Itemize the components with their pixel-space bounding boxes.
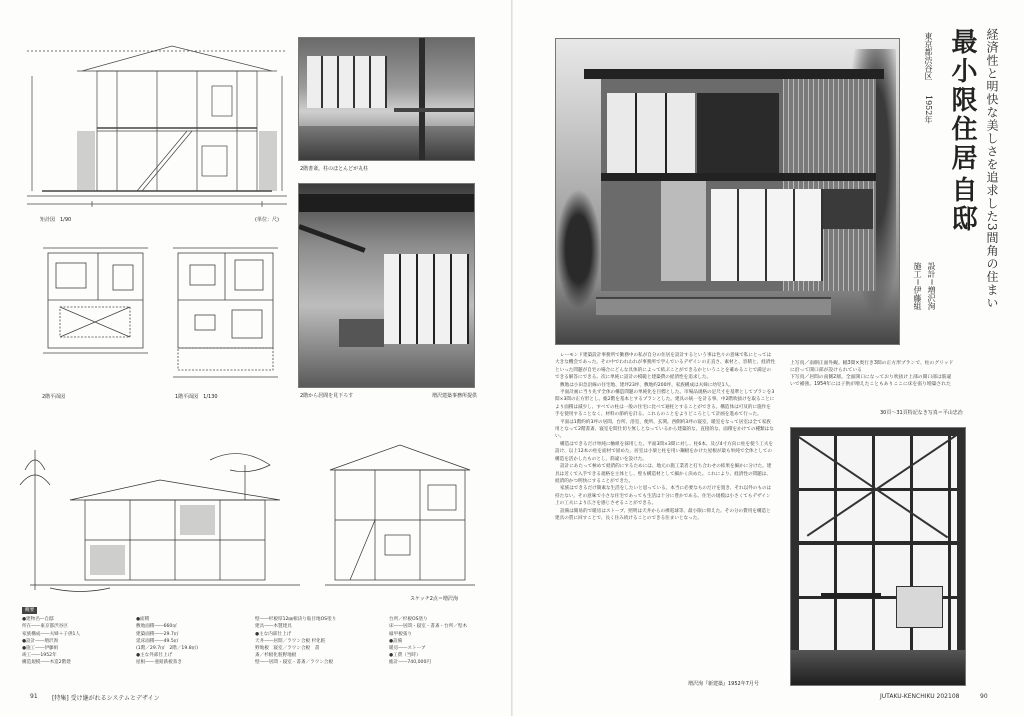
data-row: 斎／杉板化粧野地板 xyxy=(255,653,297,659)
data-row: 暖房――ストーブ xyxy=(389,646,426,652)
article-subtitle: 経済性と明快な美しさを追求した3間角の住まい xyxy=(985,28,999,310)
data-table xyxy=(22,607,492,667)
floor2-plan xyxy=(38,245,153,380)
photo-2f-study-window xyxy=(307,56,387,108)
data-row: ●建物名―自邸 xyxy=(22,617,54,623)
floor1-plan-caption: 1階平面図 1/130 xyxy=(175,394,218,400)
data-row: 家族構成――夫婦＋子供1人 xyxy=(22,631,81,637)
body-paragraph: 敷地は小田急沿線の住宅地、建坪23坪、敷地約200坪。家族構成は夫婦に幼児1人。 xyxy=(560,382,734,388)
data-row: 竣工――1952年 xyxy=(22,653,57,659)
data-row: ●面積 xyxy=(136,617,150,623)
interior-window-rail xyxy=(799,541,957,545)
floor2-plan-svg xyxy=(38,245,153,380)
body-paragraph: レーモンド建築設計事務所で勤務中の私が自分の住居を設計するという事は色々の意味で私にとっては大きな機会であった。その中でわれわれが事務所で学んでいるデザインの正直さ、素材と、容積と、経済性といった問題が自宅の場合にどんな具体的によって結ぶことができるかということを確めることで満足のできる解答にできる。次に単純に設計の模範と建築費の経済性を追求した。 xyxy=(555,353,775,381)
tree-silhouette xyxy=(556,189,601,309)
data-row: 野地板 寝室／ラワン合板 書 xyxy=(255,646,320,652)
right-running-head: JUTAKU-KENCHIKU 202108 xyxy=(880,693,960,700)
data-row: 縁甲板張り xyxy=(389,631,412,637)
data-table-col4 xyxy=(389,616,489,666)
data-table-col2 xyxy=(136,616,241,666)
data-row: 台所／杉板OS塗り xyxy=(389,617,428,623)
main-exterior-photo xyxy=(555,38,900,345)
section-drawing-caption: 矩計図 1/90 xyxy=(40,217,72,223)
body-paragraph: 構造はできるだけ単純に軸組を採用した。平面3間×3間に対し、柱6本、及び4寸方向に柱を使う工夫を設け、以上12本の柱を面材で固めた。居室は小梁と柱を用い鋼板をかけた屋根が最も単純で全体としての構造を活かしたものとし、筋違いを設けた。 xyxy=(555,441,774,462)
data-row: 延床面積――49.5㎡ xyxy=(136,638,179,644)
article-body xyxy=(555,352,775,678)
right-page-number: 90 xyxy=(980,693,988,700)
data-row: 構造規模――木造2階建 xyxy=(22,660,71,666)
floor2-plan-caption: 2階平面図 xyxy=(42,394,66,400)
page-gutter xyxy=(511,0,513,716)
photo-stairwell-railing xyxy=(298,224,365,253)
data-row: ●施工――伊藤組 xyxy=(22,646,59,652)
unit-note: (単位：尺) xyxy=(255,217,279,223)
body-paragraph: 設備は簡易的で暖房はストーブ、照明は天井からの裸電球等、最小限に抑えた。その分の費用を構造と建具の質に回すことで、長く住み続けることのできる住まいとなった。 xyxy=(555,508,771,521)
article-title-line2: 自邸 xyxy=(947,176,977,234)
photo-2f-study-floor xyxy=(299,126,474,160)
house-floor-band xyxy=(601,173,876,181)
photo-stairwell-beam xyxy=(299,194,474,212)
house-window-dark xyxy=(697,93,779,173)
left-page-number: 91 xyxy=(30,693,38,700)
house-body xyxy=(601,79,876,291)
house-side-window xyxy=(823,189,873,229)
data-row: ●主な外部仕上げ xyxy=(136,653,173,659)
article-title-line1: 最小限住居 xyxy=(947,28,977,173)
house-shoji xyxy=(711,189,823,281)
sketch-exterior-svg xyxy=(10,440,310,605)
data-row: (1階／29.7㎡ 2階／19.8㎡) xyxy=(136,646,199,652)
body-paragraph: 平面計画に当り先ず全体の構造問題の単純化を目標とした。市場品規格の足尺寸を基準としてプランを3間×3間の正方形とし、総2階を基本とするプランとした。建具の統一を計る事、中2階吹抜けを取ることにより面積は減少し、すべての柱は一般の住宅に比べて通柱とすることができる。構造体は可及的に施作を手を使用することなく、材料の節約を計る。これらのことをよりどころとして計画を進めて行った。 xyxy=(555,390,775,418)
house-deck xyxy=(596,297,831,315)
interior-table xyxy=(821,593,881,598)
data-row: 所在――東京都渋谷区 xyxy=(22,624,68,630)
data-row: 敷地面積――660㎡ xyxy=(136,624,177,630)
photo-stairwell xyxy=(298,183,475,388)
body-paragraph: 家族はできるだけ簡素な生活をしたいと思っている。本当に必要なものだけを置き、それ以外のものは持たない。その意味で小さな住宅であっても生活は十分に豊かである。住宅の規模は小さくてもデザイン上の工夫により広さを感じさせることができる。 xyxy=(555,486,772,507)
data-row: 天井――居間／ラワン合板 杉化粧 xyxy=(255,638,326,644)
photo-stairwell-table xyxy=(339,319,384,347)
article-builder: 施工＝伊藤組 xyxy=(913,262,922,310)
interior-photo xyxy=(790,427,966,686)
interior-cabinet xyxy=(896,586,943,628)
data-table-col1 xyxy=(22,616,122,666)
floor1-plan-svg xyxy=(170,245,285,390)
data-row: 屋根――亜鉛鉄板葺き xyxy=(136,660,182,666)
article-year: 1952年 xyxy=(924,95,933,124)
interior-floor xyxy=(791,650,965,685)
section-drawing xyxy=(22,36,292,211)
photo-stairwell-caption: 2階から居間を見下ろす xyxy=(300,393,354,399)
sketch-exterior xyxy=(10,440,310,605)
article-design: 設計＝増沢洵 xyxy=(927,262,936,310)
photo-2f-study-caption: 2階書斎。柱のほとんどが丸柱 xyxy=(300,166,369,172)
data-row: 建築面積――29.7㎡ xyxy=(136,631,179,637)
sketch-caption: スケッチ2点＝増沢洵 xyxy=(410,596,458,602)
data-row: 床――居間・寝室・書斎・台所／堅木 xyxy=(389,624,468,630)
main-photo-caption: 上写真／南側正面外観。幅3間×奥行き3間の正方形プランで、柱のグリッドに沿って開口部が設けられている 下写真／居間の南側2層。全面開口になっており吹抜け上部の開口部は筋違いで補強。1954年には子供が増えたこともありここに床を張り増築された xyxy=(790,361,954,387)
photo-stairwell-window xyxy=(384,254,469,344)
data-row: ●設計――増沢洵 xyxy=(22,638,59,644)
data-table-col3 xyxy=(255,616,375,666)
sketch-cutaway xyxy=(320,440,480,590)
data-row: 総計――740,000円 xyxy=(389,660,431,666)
data-row: ●工費（当時） xyxy=(389,653,421,659)
data-row: 壁――杉板厚12㎜相決り貼目地OS塗り xyxy=(255,617,337,623)
body-paragraph: 平面は1階約約3坪の居間、台所、浴室、便所、玄関。西側約3坪の寝室、暖室をなって居室は全て家族用となって2階書斎、寝室を間仕切り無しとなっているから建築的な、直接的な、面積をかけての種類はない。 xyxy=(555,419,774,440)
house-roof xyxy=(584,69,884,79)
sketch-cutaway-svg xyxy=(320,440,480,590)
body-paragraph: 設計にあたって極めて経済的にするためには、地元の施工業者と打ち合わせの結果を細かに分けた。建具は近くで入手できる規格を主体とし、壁も構造材として細かく決めた。これにより、経済性の問題は、経済的かつ明快にすることができた。 xyxy=(555,464,772,484)
body-source: 増沢洵『新建築』1952年7月号 xyxy=(688,681,759,687)
data-table-header: 概要 xyxy=(22,607,37,614)
interior-brace xyxy=(807,434,957,536)
data-row: 壁――居間・寝室・書斎／ラワン合板 xyxy=(255,660,334,666)
photo-2f-study-post xyxy=(419,38,425,160)
article-location: 東京都渋谷区 xyxy=(924,32,933,80)
data-row: 建具――木製建具 xyxy=(255,624,292,630)
floor1-plan xyxy=(170,245,285,390)
photo-credit-small: 増沢建築事務所提供 xyxy=(432,393,478,399)
data-row: ●主な内部仕上げ xyxy=(255,631,292,637)
house-stair-window xyxy=(661,181,706,281)
photo-2f-study xyxy=(298,37,475,161)
data-row: ●設備 xyxy=(389,638,403,644)
photo-2f-study-rail xyxy=(394,108,474,112)
left-running-head: [特集] 受け継がれるシステムとデザイン xyxy=(52,695,160,702)
house-window-grid xyxy=(607,93,695,173)
main-photo-credit: 30頁～31頁特記なき写真＝平山忠治 xyxy=(880,410,963,416)
section-drawing-svg xyxy=(22,36,292,211)
